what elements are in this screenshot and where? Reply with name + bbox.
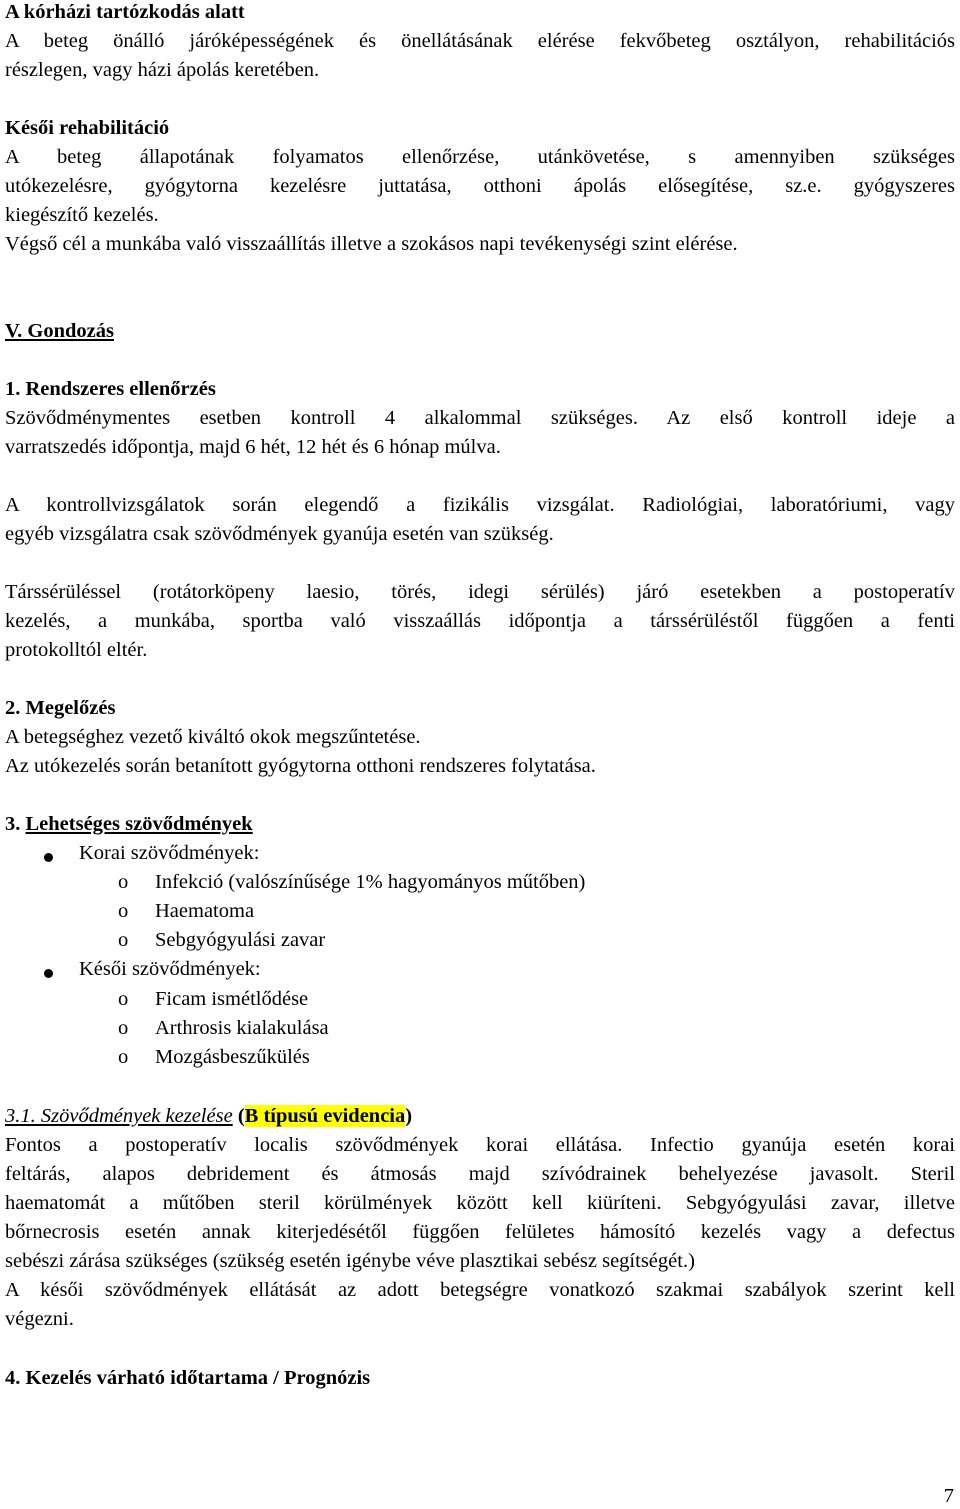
paragraph-line: A késői szövődmények ellátását az adott betegségre vonatkozó szakmai szabályok szerint kell xyxy=(5,1279,955,1301)
paragraph-line: kiegészítő kezelés. xyxy=(5,204,159,226)
paragraph-line: utókezelésre, gyógytorna kezelésre juttatása, otthoni ápolás elősegítése, sz.e. gyógyszeres xyxy=(5,175,955,197)
section-heading-late-rehab: Késői rehabilitáció xyxy=(5,117,170,139)
sub-bullet-marker: o xyxy=(118,900,129,922)
paragraph-line: A beteg önálló járóképességének és önellátásának elérése fekvőbeteg osztályon, rehabilitációs xyxy=(5,30,955,52)
subsection-heading-regular-checkup: 1. Rendszeres ellenőrzés xyxy=(5,378,216,400)
paragraph-line: Az utókezelés során betanított gyógytorna otthoni rendszeres folytatása. xyxy=(5,755,596,777)
paragraph-line: részlegen, vagy házi ápolás keretében. xyxy=(5,59,320,81)
bullet-icon xyxy=(44,969,53,978)
paren-open: ( xyxy=(232,1105,245,1127)
sub-bullet-marker: o xyxy=(118,1046,129,1068)
paragraph-line: feltárás, alapos debridement és átmosás majd szívódrainek behelyezése javasolt. Steril xyxy=(5,1163,955,1185)
sub-list-item: Haematoma xyxy=(155,900,255,922)
paragraph-line: A beteg állapotának folyamatos ellenőrzése, utánkövetése, s amennyiben szükséges xyxy=(5,146,955,168)
bullet-icon xyxy=(44,853,53,862)
list-item: Korai szövődmények: xyxy=(79,842,260,864)
paragraph-line: Fontos a postoperatív localis szövődmények korai ellátása. Infectio gyanúja esetén korai xyxy=(5,1134,955,1156)
paren-close: ) xyxy=(405,1105,413,1127)
sub-bullet-marker: o xyxy=(118,871,129,893)
paragraph-line: bőrnecrosis esetén annak kiterjedésétől függően felületes hámosító kezelés vagy a defectus xyxy=(5,1221,955,1243)
chapter-heading-care: V. Gondozás xyxy=(5,320,114,342)
sub-list-item: Sebgyógyulási zavar xyxy=(155,929,326,951)
heading-text: Lehetséges szövődmények xyxy=(25,813,253,835)
subsection-heading-complications xyxy=(5,812,955,836)
sub-list-item: Infekció (valószínűsége 1% hagyományos műtőben) xyxy=(155,871,586,893)
section-heading-hospital-stay: A kórházi tartózkodás alatt xyxy=(5,1,245,23)
subsection-heading-complication-treatment xyxy=(5,1104,955,1128)
sub-list-item: Ficam ismétlődése xyxy=(155,988,309,1010)
paragraph-line: haematomát a műtőben steril körülmények között kell kiüríteni. Sebgyógyulási zavar, illetve xyxy=(5,1192,955,1214)
paragraph-line: protokolltól eltér. xyxy=(5,639,148,661)
paragraph-line: sebészi zárása szükséges (szükség esetén igénybe véve plasztikai sebész segítségét.) xyxy=(5,1250,695,1272)
sub-list-item: Arthrosis kialakulása xyxy=(155,1017,329,1039)
heading-number: 3. xyxy=(5,813,26,835)
paragraph-line: kezelés, a munkába, sportba való visszaállás időpontja a társsérüléstől függően a fenti xyxy=(5,610,955,632)
sub-list-item: Mozgásbeszűkülés xyxy=(155,1046,310,1068)
paragraph-line: egyéb vizsgálatra csak szövődmények gyanúja esetén van szükség. xyxy=(5,523,554,545)
paragraph-line: Végső cél a munkába való visszaállítás illetve a szokásos napi tevékenységi szint elérése. xyxy=(5,233,738,255)
subsection-heading-prevention: 2. Megelőzés xyxy=(5,697,116,719)
heading-italic: 3.1. Szövődmények kezelése xyxy=(5,1105,233,1127)
paragraph-line: végezni. xyxy=(5,1308,74,1330)
evidence-highlight: B típusú evidencia xyxy=(244,1105,406,1127)
sub-bullet-marker: o xyxy=(118,988,129,1010)
sub-bullet-marker: o xyxy=(118,1017,129,1039)
list-item: Késői szövődmények: xyxy=(79,958,261,980)
sub-bullet-marker: o xyxy=(118,929,129,951)
paragraph-line: Szövődménymentes esetben kontroll 4 alkalommal szükséges. Az első kontroll ideje a xyxy=(5,407,955,429)
page-number: 7 xyxy=(943,1485,954,1507)
subsection-heading-prognosis: 4. Kezelés várható időtartama / Prognózis xyxy=(5,1367,371,1389)
paragraph-line: Társsérüléssel (rotátorköpeny laesio, törés, idegi sérülés) járó esetekben a postoperatív xyxy=(5,581,955,603)
paragraph-line: A kontrollvizsgálatok során elegendő a fizikális vizsgálat. Radiológiai, laboratóriumi, vagy xyxy=(5,494,955,516)
paragraph-line: A betegséghez vezető kiváltó okok megszűntetése. xyxy=(5,726,421,748)
paragraph-line: varratszedés időpontja, majd 6 hét, 12 hét és 6 hónap múlva. xyxy=(5,436,501,458)
